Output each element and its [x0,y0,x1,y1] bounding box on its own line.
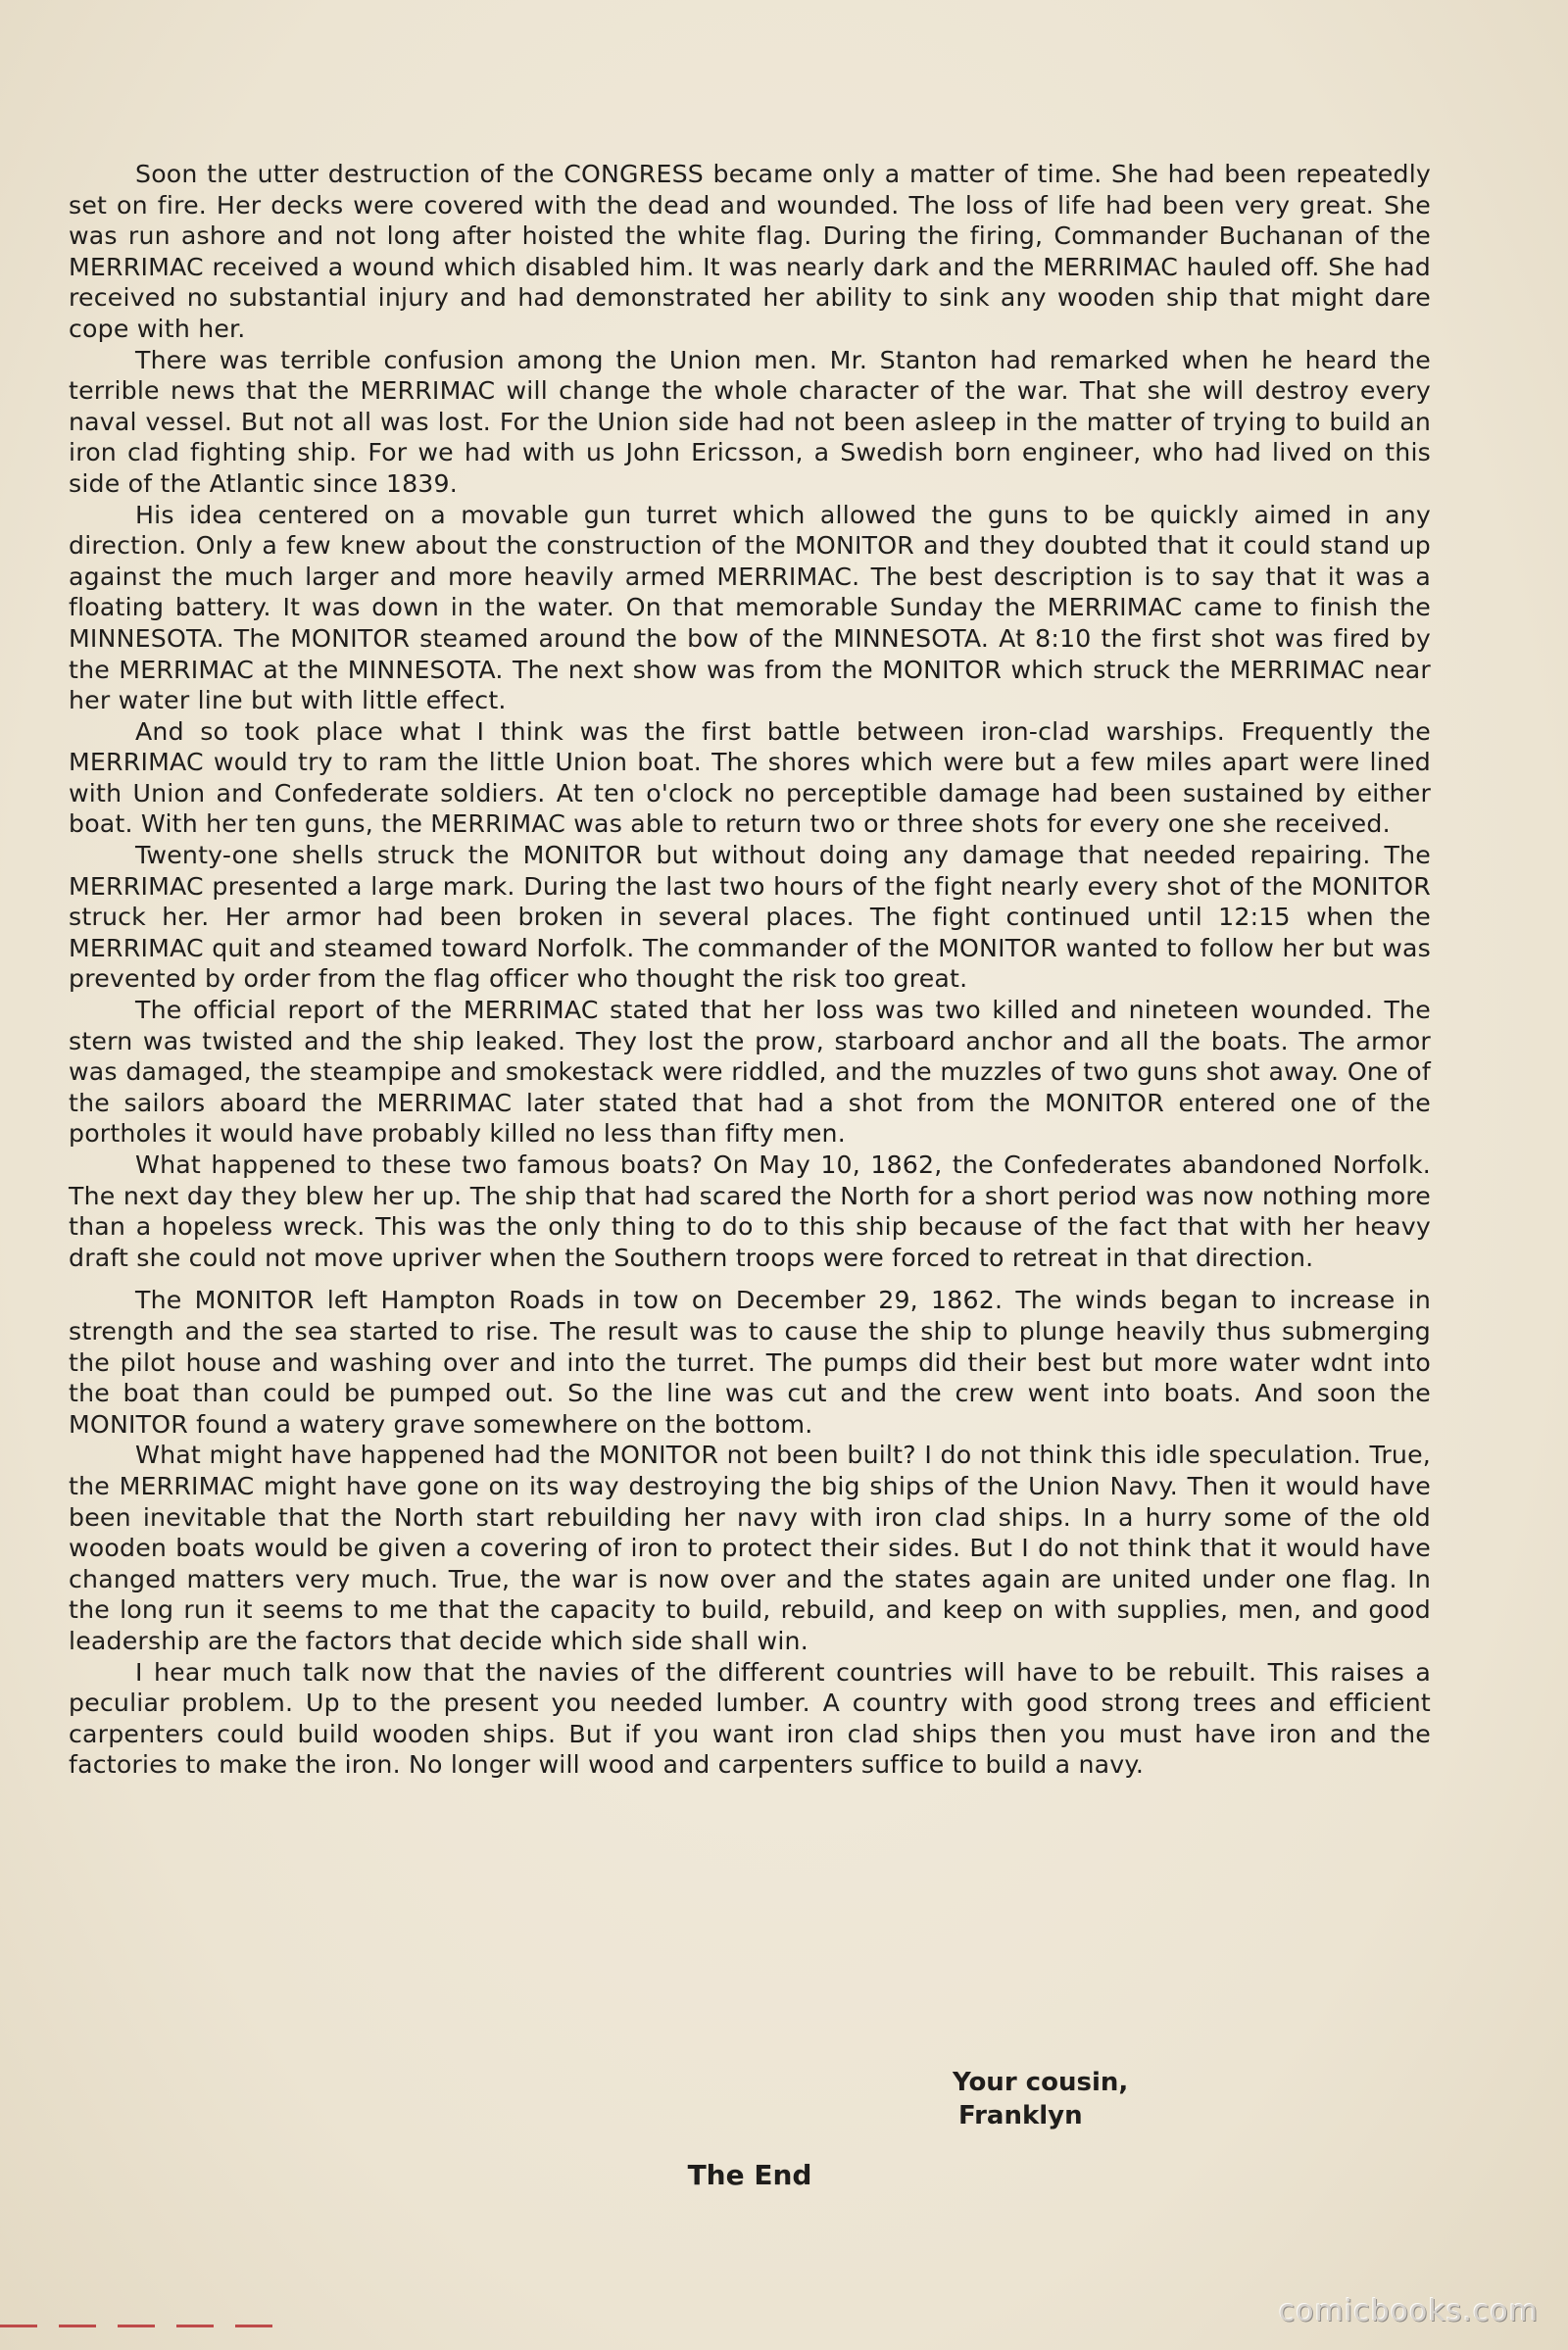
paragraph-10: I hear much talk now that the navies of the different countries will have to be rebuilt. This raises a peculiar problem. Up to the present you needed lumber. A country with good strong trees and efficient carpenters could build wooden ships. But if you want iron clad ships then you must have iron and the factories to make the iron. No longer will wood and carpenters suffice to build a navy. [69,1657,1431,1780]
paragraph-3: His idea centered on a movable gun turret which allowed the guns to be quickly aimed in any direction. Only a few knew about the construction of the MONITOR and they doubted that it could stand up against the much larger and more heavily armed MERRIMAC. The best description is to say that it was a floating battery. It was down in the water. On that memorable Sunday the MERRIMAC came to finish the MINNESOTA. The MONITOR steamed around the bow of the MINNESOTA. At 8:10 the first shot was fired by the MERRIMAC at the MINNESOTA. The next show was from the MONITOR which struck the MERRIMAC near her water line but with little effect. [69,500,1431,715]
paragraph-7: What happened to these two famous boats? On May 10, 1862, the Confederates abandoned Norfolk. The next day they blew her up. The ship that had scared the North for a short period was now nothing more than a hopeless wreck. This was the only thing to do to this ship because of the fact that with her heavy draft she could not move upriver when the Southern troops were forced to retreat in that direction. [69,1151,1431,1272]
closing-salutation: Your cousin, [953,2068,1129,2097]
letter-closing [953,2066,1128,2132]
paragraph-4: And so took place what I think was the first battle between iron-clad warships. Frequently the MERRIMAC would try to ram the little Union boat. The shores which were but a few miles apart were lined with Union and Confederate soldiers. At ten o'clock no perceptible damage had been sustained by either boat. With her ten guns, the MERRIMAC was able to return two or three shots for every one she received. [69,716,1431,839]
paragraph-6: The official report of the MERRIMAC stated that her loss was two killed and nineteen wounded. The stern was twisted and the ship leaked. They lost the prow, starboard anchor and all the boats. The armor was damaged, the steampipe and smokestack were riddled, and the muzzles of two guns shot away. One of the sailors aboard the MERRIMAC later stated that had a shot from the MONITOR entered one of the portholes it would have probably killed no less than fifty men. [69,996,1431,1149]
paragraph-2: There was terrible confusion among the Union men. Mr. Stanton had remarked when he heard the terrible news that the MERRIMAC will change the whole character of the war. That she will destroy every naval vessel. But not all was lost. For the Union side had not been asleep in the matter of trying to build an iron clad fighting ship. For we had with us John Ericsson, a Swedish born engineer, who had lived on this side of the Atlantic since 1839. [69,345,1431,498]
paragraph-9: What might have happened had the MONITOR not been built? I do not think this idle speculation. True, the MERRIMAC might have gone on its way destroying the big ships of the Union Navy. Then it would have been inevitable that the North start rebuilding her navy with iron clad ships. In a hurry some of the old wooden boats would be given a covering of iron to protect their sides. But I do not think that it would have changed matters very much. True, the war is now over and the states again are united under one flag. In the long run it seems to me that the capacity to build, rebuild, and keep on with supplies, men, and good leadership are the factors that decide which side shall win. [69,1441,1431,1655]
signature-name: Franklyn [958,2101,1083,2130]
paragraph-1: Soon the utter destruction of the CONGRESS became only a matter of time. She had been repeatedly set on fire. Her decks were covered with the dead and wounded. The loss of life had been very great. She was run ashore and not long after hoisted the white flag. During the firing, Commander Buchanan of the MERRIMAC received a wound which disabled him. It was nearly dark and the MERRIMAC hauled off. She had received no substantial injury and had demonstrated her ability to sink any wooden ship that might dare cope with her. [69,160,1431,343]
letter-body [69,159,1431,1781]
paragraph-8: The MONITOR left Hampton Roads in tow on December 29, 1862. The winds began to increase in strength and the sea started to rise. The result was to cause the ship to plunge heavily thus submerging the pilot house and washing over and into the turret. The pumps did their best but more water wdnt into the boat than could be pumped out. So the line was cut and the crew went into boats. And soon the MONITOR found a watery grave somewhere on the bottom. [69,1286,1431,1439]
paragraph-5: Twenty-one shells struck the MONITOR but without doing any damage that needed repairing. The MERRIMAC presented a large mark. During the last two hours of the fight nearly every shot of the MONITOR struck her. Her armor had been broken in several places. The fight continued until 12:15 when the MERRIMAC quit and steamed toward Norfolk. The commander of the MONITOR wanted to follow her but was prevented by order from the flag officer who thought the risk too great. [69,841,1431,994]
bottom-red-rule [0,2325,274,2327]
site-watermark: comicbooks.com [1278,2294,1539,2328]
the-end-label: The End [687,2159,812,2191]
